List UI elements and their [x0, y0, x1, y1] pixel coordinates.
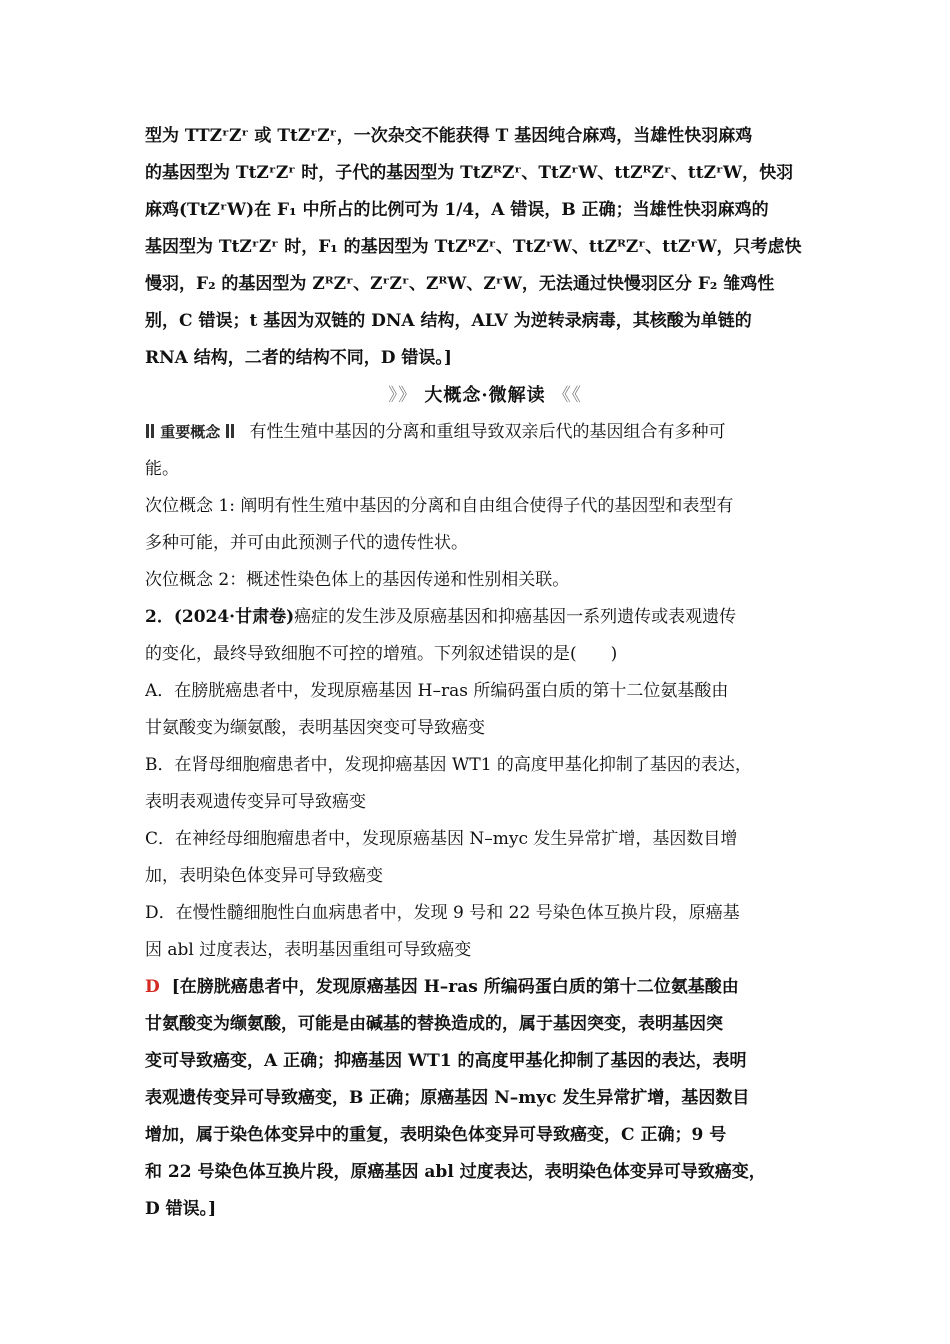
- concept-line: [145, 414, 825, 451]
- option-a: A．在膀胱癌患者中，发现原癌基因 H–ras 所编码蛋白质的第十二位氨基酸由: [145, 681, 729, 701]
- answer-explanation-line: 变可导致癌变，A 正确；抑癌基因 WT1 的高度甲基化抑制了基因的表达，表明: [145, 1051, 747, 1071]
- concept-text: 有性生殖中基因的分离和重组导致双亲后代的基因组合有多种可: [249, 422, 726, 442]
- explanation-line: 的基因型为 TtZʳZʳ 时，子代的基因型为 TtZᴿZʳ、TtZʳW、ttZᴿZʳ、ttZʳW，快羽: [145, 163, 794, 183]
- explanation-line: 别，C 错误；t 基因为双链的 DNA 结构，ALV 为逆转录病毒，其核酸为单链的: [145, 311, 752, 331]
- answer-line: [145, 969, 825, 1006]
- concept-text-cont: 能。: [145, 459, 179, 479]
- explanation-line: 型为 TTZʳZʳ 或 TtZʳZʳ，一次杂交不能获得 T 基因纯合麻鸡，当雄性快羽麻鸡: [145, 126, 753, 146]
- answer-explanation-text: [在膀胱癌患者中，发现原癌基因 H–ras 所编码蛋白质的第十二位氨基酸由: [171, 977, 739, 997]
- concept-tag: 重要概念: [145, 414, 235, 451]
- explanation-line: 慢羽，F₂ 的基因型为 ZᴿZʳ、ZʳZʳ、ZᴿW、ZʳW，无法通过快慢羽区分 F₂ 雏鸡性: [145, 274, 775, 294]
- answer-explanation-line: 甘氨酸变为缬氨酸，可能是由碱基的替换造成的，属于基因突变，表明基因突: [145, 1014, 723, 1034]
- section-arrow-right: 《《: [552, 385, 582, 406]
- question-stem: [145, 599, 825, 636]
- option-d-cont: 因 abl 过度表达，表明基因重组可导致癌变: [145, 940, 472, 960]
- sub-concept-1-cont: 多种可能，并可由此预测子代的遗传性状。: [145, 533, 468, 553]
- explanation-line: 麻鸡(TtZʳW)在 F₁ 中所占的比例可为 1/4，A 错误，B 正确；当雄性快羽麻鸡的: [145, 200, 769, 220]
- option-d: D．在慢性髓细胞性白血病患者中，发现 9 号和 22 号染色体互换片段，原癌基: [145, 903, 740, 923]
- question-number: 2．(2024·甘肃卷): [145, 607, 295, 627]
- sub-concept-1: 次位概念 1: 阐明有性生殖中基因的分离和自由组合使得子代的基因型和表型有: [145, 496, 734, 516]
- answer-explanation-line: D 错误。]: [145, 1199, 217, 1219]
- answer-explanation-line: 表观遗传变异可导致癌变，B 正确；原癌基因 N–myc 发生异常扩增，基因数目: [145, 1088, 750, 1108]
- section-arrow-left: 》》: [388, 385, 418, 406]
- option-c-cont: 加，表明染色体变异可导致癌变: [145, 866, 383, 886]
- explanation-line: RNA 结构，二者的结构不同，D 错误。]: [145, 348, 452, 368]
- answer-explanation-line: 增加，属于染色体变异中的重复，表明染色体变异可导致癌变，C 正确；9 号: [145, 1125, 727, 1145]
- sub-concept-2: 次位概念 2：概述性染色体上的基因传递和性别相关联。: [145, 570, 570, 590]
- option-c: C．在神经母细胞瘤患者中，发现原癌基因 N–myc 发生异常扩增，基因数目增: [145, 829, 738, 849]
- answer-explanation-line: 和 22 号染色体互换片段，原癌基因 abl 过度表达，表明染色体变异可导致癌变，: [145, 1162, 766, 1182]
- section-heading: [145, 377, 825, 414]
- option-b-cont: 表明表观遗传变异可导致癌变: [145, 792, 366, 812]
- option-a-cont: 甘氨酸变为缬氨酸，表明基因突变可导致癌变: [145, 718, 485, 738]
- answer-letter: D: [145, 977, 160, 997]
- section-title: 大概念·微解读: [424, 385, 546, 406]
- question-stem-cont: 的变化，最终导致细胞不可控的增殖。下列叙述错误的是( ): [145, 644, 618, 664]
- option-b: B．在肾母细胞瘤患者中，发现抑癌基因 WT1 的高度甲基化抑制了基因的表达，: [145, 755, 752, 775]
- question-stem-text: 癌症的发生涉及原癌基因和抑癌基因一系列遗传或表观遗传: [294, 607, 737, 627]
- explanation-line: 基因型为 TtZʳZʳ 时，F₁ 的基因型为 TtZᴿZʳ、TtZʳW、ttZᴿZʳ、ttZʳW，只考虑快: [145, 237, 802, 257]
- document-page: [145, 118, 825, 1228]
